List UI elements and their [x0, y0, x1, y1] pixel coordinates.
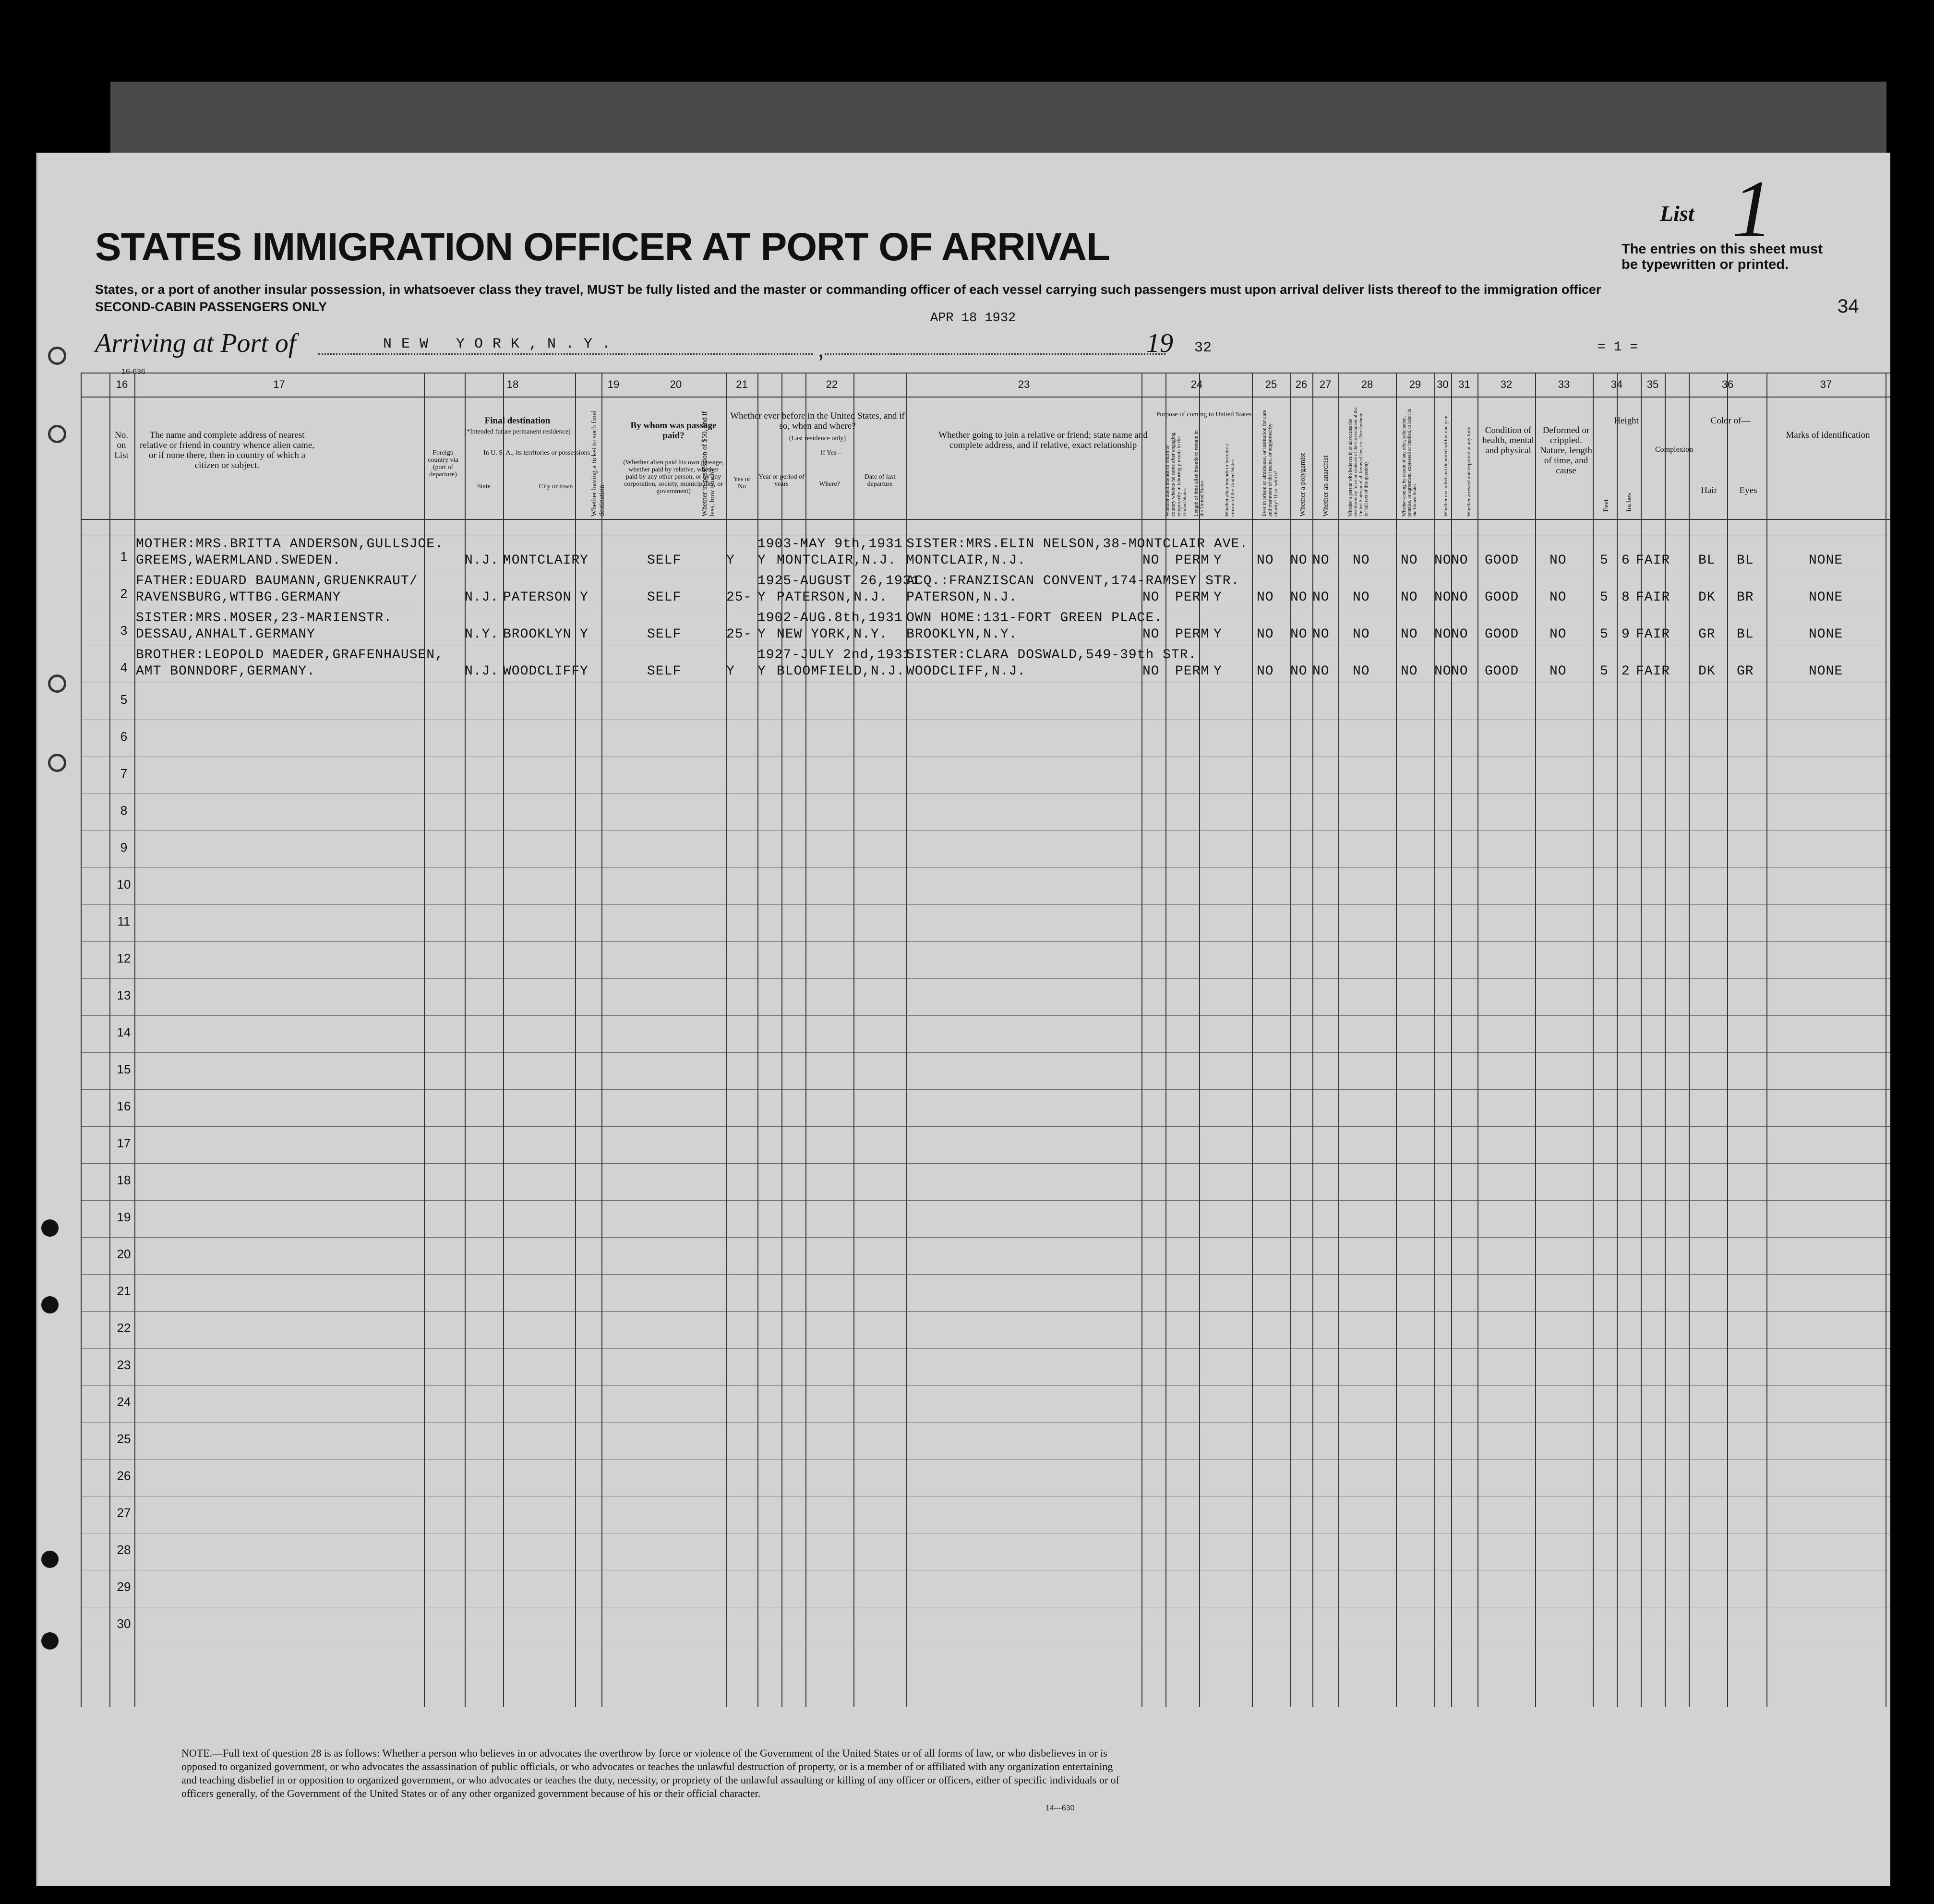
hdr-state: State	[477, 483, 491, 490]
relative-address-line2: GREEMS,WAERMLAND.SWEDEN.	[136, 553, 341, 568]
relative-name-line1: SISTER:MRS.MOSER,23-MARIENSTR.	[136, 611, 393, 626]
row-number: 4	[120, 660, 128, 675]
ticket-answer: Y	[580, 627, 589, 642]
row-rule	[81, 904, 1890, 905]
row-number: 6	[120, 729, 128, 744]
footnote-code: 14—630	[1045, 1804, 1075, 1812]
row-rule	[81, 1385, 1890, 1386]
row-number: 30	[117, 1616, 131, 1631]
hdr-height: Height	[1614, 416, 1639, 426]
complexion: FAIR	[1636, 627, 1670, 642]
hdr-ticket: Whether having a ticket to such final destination	[590, 410, 606, 517]
row-number: 21	[117, 1284, 131, 1298]
question-31-answer: NO	[1451, 664, 1468, 679]
row-number: 15	[117, 1062, 131, 1076]
list-note	[1622, 241, 1823, 272]
column-number: 37	[1820, 378, 1832, 390]
years-period: 1903-MAY 9th,1931	[757, 537, 903, 552]
binder-punch-hole	[41, 1219, 59, 1237]
column-number: 20	[670, 378, 682, 390]
hdr-ever-before-note: (Last residence only)	[789, 435, 846, 442]
prison-answer: NO	[1257, 664, 1274, 679]
question-30-answer: NO	[1434, 664, 1452, 679]
relative-address-line2: RAVENSBURG,WTTBG.GERMANY	[136, 590, 341, 605]
identification-marks: NONE	[1809, 627, 1843, 642]
row-number: 23	[117, 1358, 131, 1372]
column-number: 30	[1437, 378, 1449, 390]
binder-punch-hole	[41, 1632, 59, 1650]
column-number: 18	[506, 378, 519, 390]
join-relative-line1: OWN HOME:131-FORT GREEN PLACE.	[906, 611, 1163, 626]
binder-ring-hole	[48, 347, 66, 365]
height-feet: 5	[1600, 664, 1609, 679]
health-condition: GOOD	[1485, 590, 1519, 605]
column-number: 22	[826, 378, 838, 390]
hdr-color-of: Color of—	[1710, 416, 1751, 426]
eye-color: BL	[1737, 553, 1754, 568]
binder-ring-hole	[48, 425, 66, 443]
purpose-return: NO	[1142, 553, 1160, 568]
row-number: 16	[117, 1099, 131, 1113]
ticket-answer: Y	[580, 553, 589, 568]
hdr-purpose-return: Whether alien intends to return to country whence he came after engaging temporarily in laboring pursuits in the United States	[1165, 433, 1188, 517]
question-31-answer: NO	[1451, 553, 1468, 568]
manifest-table	[81, 373, 1890, 1707]
column-rule	[81, 373, 82, 1707]
column-rule	[1535, 373, 1536, 1707]
hdr-passage-note: (Whether alien paid his own passage, whether paid by relative, whether paid by any other person, or by any corporation, society, municipality, or government)	[623, 459, 724, 495]
destination-state: N.Y.	[465, 627, 499, 642]
row-rule	[81, 1200, 1890, 1201]
question-31-answer: NO	[1451, 590, 1468, 605]
colnum-rule	[81, 397, 1890, 398]
column-rule	[1290, 373, 1291, 1707]
anarchist-answer: NO	[1312, 590, 1330, 605]
prison-answer: NO	[1257, 553, 1274, 568]
binder-punch-hole	[41, 1296, 59, 1314]
hdr-anarchist: Whether an anarchist	[1322, 455, 1330, 517]
hair-color: BL	[1698, 553, 1716, 568]
row-number: 26	[117, 1469, 131, 1483]
anarchist-answer: NO	[1312, 627, 1330, 642]
hdr-purpose-citizen: Whether alien intends to become a citizen of the United States	[1224, 443, 1236, 517]
year-suffix: 32	[1194, 340, 1212, 356]
eye-color: BL	[1737, 627, 1754, 642]
row-rule	[81, 1311, 1890, 1312]
row-number: 7	[120, 766, 128, 781]
column-rule	[1451, 373, 1452, 1707]
relative-address-line2: DESSAU,ANHALT.GERMANY	[136, 627, 315, 642]
hdr-yes-no: Yes or No	[733, 476, 751, 490]
row-number: 24	[117, 1395, 131, 1409]
anarchist-answer: NO	[1312, 553, 1330, 568]
hdr-marks: Marks of identification	[1786, 430, 1870, 440]
comma: ,	[817, 336, 824, 362]
previous-residence: PATERSON,N.J.	[777, 590, 888, 605]
binder-ring-hole	[48, 754, 66, 772]
previous-residence: BLOOMFIELD,N.J.	[777, 664, 905, 679]
deformed-answer: NO	[1550, 590, 1567, 605]
column-rule	[1665, 373, 1666, 1707]
row-rule	[81, 1089, 1890, 1090]
money-possession: Y	[726, 553, 735, 568]
years-period: 1927-JULY 2nd,1931	[757, 648, 912, 663]
hdr-hair: Hair	[1701, 485, 1717, 495]
purpose-citizen: Y	[1213, 664, 1222, 679]
column-rule	[424, 373, 425, 1707]
column-number: 21	[736, 378, 748, 390]
hdr-final-destination-note: (*Intended future permanent residence)	[464, 428, 571, 435]
ticket-answer: Y	[580, 664, 589, 679]
eye-color: GR	[1737, 664, 1754, 679]
complexion: FAIR	[1636, 553, 1670, 568]
column-rule	[1141, 373, 1142, 1707]
column-rule	[1766, 373, 1767, 1707]
polygamist-answer: NO	[1290, 627, 1308, 642]
relative-name-line1: FATHER:EDUARD BAUMANN,GRUENKRAUT/	[136, 574, 418, 589]
row-rule	[81, 1237, 1890, 1238]
port-line	[318, 353, 813, 355]
height-feet: 5	[1600, 590, 1609, 605]
column-number: 25	[1265, 378, 1277, 390]
hdr-final-destination: Final destination	[484, 416, 551, 426]
hair-color: DK	[1698, 590, 1716, 605]
prison-answer: NO	[1257, 627, 1274, 642]
row-rule	[81, 1163, 1890, 1164]
passage-paid-by: SELF	[647, 664, 682, 679]
passage-paid-by: SELF	[647, 553, 682, 568]
date-stamp: APR 18 1932	[930, 311, 1016, 325]
binder-ring-hole	[48, 675, 66, 693]
footnote: NOTE.—Full text of question 28 is as follows: Whether a person who believes in or advocates the overthrow by force or violence of the Government of the United States or of all forms of law, or who disbelieves in or is opposed to organized government, or who advocates the assassination of public officials, or who advocates or teaches the unlawful destruction of property, or is a member of or affiliated with any organization entertaining and teaching disbelief in or opposition to organized government, or who advocates or teaches the duty, necessity, or propriety of the unlawful assaulting or killing of any officer or officers, either of specific individuals or of officers generally, of the Government of the United States or of any other organized government because of his or their official character.	[181, 1747, 1119, 1799]
column-number: 24	[1190, 378, 1203, 390]
page-title: STATES IMMIGRATION OFFICER AT PORT OF ARRIVAL	[95, 225, 1110, 269]
question-30-answer: NO	[1434, 553, 1452, 568]
join-relative-line2: WOODCLIFF,N.J.	[906, 664, 1026, 679]
row-number: 19	[117, 1210, 131, 1224]
polygamist-answer: NO	[1290, 664, 1308, 679]
join-relative-line1: SISTER:CLARA DOSWALD,549-39th STR.	[906, 648, 1197, 663]
question-28-answer: NO	[1353, 664, 1370, 679]
column-rule	[1617, 373, 1618, 1707]
purpose-citizen: Y	[1213, 627, 1222, 642]
column-number: 16	[116, 378, 128, 390]
row-number: 10	[117, 877, 131, 892]
column-rule	[1312, 373, 1313, 1707]
column-number: 36	[1721, 378, 1734, 390]
row-number: 29	[117, 1579, 131, 1594]
column-number: 27	[1319, 378, 1332, 390]
row-number: 3	[120, 623, 128, 638]
health-condition: GOOD	[1485, 664, 1519, 679]
column-rule	[1165, 373, 1166, 1707]
row-rule	[81, 1348, 1890, 1349]
row-number: 18	[117, 1173, 131, 1187]
column-rule	[1434, 373, 1435, 1707]
column-number: 32	[1500, 378, 1513, 390]
question-28-answer: NO	[1353, 590, 1370, 605]
hair-color: DK	[1698, 664, 1716, 679]
relative-name-line1: MOTHER:MRS.BRITTA ANDERSON,GULLSJOE.	[136, 537, 444, 552]
hdr-ever-before: Whether ever before in the United States, and if so, when and where?	[730, 411, 905, 431]
hdr-last-departure: Date of last departure	[864, 473, 896, 488]
column-rule	[1641, 373, 1642, 1707]
health-condition: GOOD	[1485, 553, 1519, 568]
hdr-foreign-country: Foreign country via (port of departure)	[428, 449, 458, 478]
purpose-citizen: Y	[1213, 553, 1222, 568]
list-label: List	[1660, 201, 1694, 226]
row-number: 28	[117, 1542, 131, 1557]
hdr-question-28: Whether a person who believes in or advocates the overthrow by force or violence of the Government of the United States or of all forms of law, etc. (See footnote for full text of this question)	[1348, 407, 1369, 517]
row-number: 25	[117, 1432, 131, 1446]
hdr-purpose: Purpose of coming to United States	[1156, 411, 1252, 418]
identification-marks: NONE	[1809, 590, 1843, 605]
destination-state: N.J.	[465, 553, 499, 568]
header-top-rule	[81, 373, 1890, 374]
column-rule	[906, 373, 907, 1707]
hdr-deformed: Deformed or crippled. Nature, length of time, and cause	[1540, 425, 1592, 476]
purpose-length: PERM	[1175, 590, 1210, 605]
purpose-return: NO	[1142, 627, 1160, 642]
sheet-mark: = 1 =	[1598, 340, 1638, 355]
purpose-return: NO	[1142, 664, 1160, 679]
complexion: FAIR	[1636, 590, 1670, 605]
column-number: 19	[607, 378, 620, 390]
question-31-answer: NO	[1451, 627, 1468, 642]
hdr-polygamist: Whether a polygamist	[1299, 453, 1307, 517]
height-inches: 2	[1622, 664, 1630, 679]
column-number: 23	[1018, 378, 1030, 390]
polygamist-answer: NO	[1290, 553, 1308, 568]
year-prefix: 19	[1146, 328, 1173, 358]
row-rule	[81, 1015, 1890, 1016]
column-rule	[805, 373, 806, 1707]
row-rule	[81, 941, 1890, 942]
subtitle: States, or a port of another insular possession, in whatsoever class they travel, MUST be fully listed and the master or commanding officer of each vessel carrying such passengers must upon arrival deliver lists thereof to the immigration officer	[95, 282, 1601, 297]
years-period: 1925-AUGUST 26,1931	[757, 574, 920, 589]
column-rule	[726, 373, 727, 1707]
column-rule	[465, 373, 466, 1707]
money-possession: 25-	[726, 590, 752, 605]
row-number: 1	[120, 549, 128, 564]
row-number: 13	[117, 988, 131, 1002]
ever-before-answer: Y	[757, 627, 766, 642]
port-value: NEW YORK,N.Y.	[383, 336, 621, 352]
column-rule	[1252, 373, 1253, 1707]
form-code: 16-636	[121, 368, 145, 376]
height-inches: 8	[1622, 590, 1630, 605]
hdr-complexion: Complexion	[1655, 446, 1694, 454]
hdr-going-to-join: Whether going to join a relative or friend; state name and complete address, and if relative, exact relationship	[938, 430, 1148, 450]
column-rule	[853, 373, 854, 1707]
column-rule	[1727, 373, 1728, 1707]
header-bottom-rule	[81, 519, 1890, 520]
years-period: 1902-AUG.8th,1931	[757, 611, 903, 626]
row-number: 14	[117, 1025, 131, 1039]
complexion: FAIR	[1636, 664, 1670, 679]
question-28-answer: NO	[1353, 627, 1370, 642]
anarchist-answer: NO	[1312, 664, 1330, 679]
destination-city: MONTCLAIR	[503, 553, 580, 568]
destination-state: N.J.	[465, 590, 499, 605]
ever-before-answer: Y	[757, 553, 766, 568]
row-number: 22	[117, 1321, 131, 1335]
hair-color: GR	[1698, 627, 1716, 642]
hdr-inches: Inches	[1625, 493, 1633, 512]
column-number: 17	[273, 378, 285, 390]
row-number: 5	[120, 692, 128, 707]
row-number: 8	[120, 803, 128, 818]
column-rule	[1396, 373, 1397, 1707]
row-rule	[81, 1052, 1890, 1053]
hdr-eyes: Eyes	[1739, 485, 1757, 495]
question-30-answer: NO	[1434, 627, 1452, 642]
column-number: 28	[1361, 378, 1373, 390]
row-number: 11	[117, 914, 131, 928]
row-number: 9	[120, 840, 128, 855]
join-relative-line1: SISTER:MRS.ELIN NELSON,38-MONTCLAIR AVE.	[906, 537, 1249, 552]
hdr-question-31: Whether arrested and deported at any time	[1466, 427, 1472, 517]
hdr-feet: Feet	[1602, 499, 1610, 512]
question-29-answer: NO	[1401, 553, 1418, 568]
purpose-length: PERM	[1175, 627, 1210, 642]
row-number: 27	[117, 1506, 131, 1520]
join-relative-line1: ACQ.:FRANZISCAN CONVENT,174-RAMSEY STR.	[906, 574, 1240, 589]
row-number: 20	[117, 1247, 131, 1261]
hdr-question-30: Whether excluded and deported within one year	[1443, 415, 1449, 517]
destination-state: N.J.	[465, 664, 499, 679]
relative-address-line2: AMT BONNDORF,GERMANY.	[136, 664, 315, 679]
column-rule	[1338, 373, 1339, 1707]
destination-city: BROOKLYN	[503, 627, 572, 642]
height-inches: 6	[1622, 553, 1630, 568]
destination-city: WOODCLIFF	[503, 664, 580, 679]
row-number: 2	[120, 586, 128, 601]
hdr-fifty-dollars: Whether in possession of $50, and if less, how much?	[701, 411, 716, 517]
hdr-where: Where?	[819, 481, 840, 488]
purpose-return: NO	[1142, 590, 1160, 605]
purpose-length: PERM	[1175, 664, 1210, 679]
hdr-purpose-length: Length of time alien intends to remain in the United States	[1193, 430, 1205, 517]
column-rule	[1689, 373, 1690, 1707]
column-rule	[575, 373, 576, 1707]
relative-name-line1: BROTHER:LEOPOLD MAEDER,GRAFENHAUSEN,	[136, 648, 444, 663]
column-rule	[1199, 373, 1200, 1707]
join-relative-line2: PATERSON,N.J.	[906, 590, 1018, 605]
hdr-no-on-list: No. on List	[114, 430, 129, 460]
deformed-answer: NO	[1550, 664, 1567, 679]
hdr-city: City or town	[539, 483, 573, 490]
height-feet: 5	[1600, 553, 1609, 568]
column-number: 34	[1610, 378, 1623, 390]
row-rule	[81, 1126, 1890, 1127]
question-29-answer: NO	[1401, 627, 1418, 642]
hdr-health: Condition of health, mental and physical	[1482, 425, 1534, 456]
subtitle-class: SECOND-CABIN PASSENGERS ONLY	[95, 300, 327, 314]
hdr-relative: The name and complete address of nearest relative or friend in country whence alien came, or if none there, then in country of which a citizen or subject.	[140, 430, 314, 470]
identification-marks: NONE	[1809, 553, 1843, 568]
page-number: 34	[1838, 296, 1859, 317]
column-rule	[757, 373, 758, 1707]
hdr-prison: Ever in prison or almshouse, or institution for care and treatment of the insane, or supported by charity? If so, which?	[1261, 410, 1279, 517]
hdr-passage-paid: By whom was passage paid?	[630, 421, 717, 441]
question-29-answer: NO	[1401, 664, 1418, 679]
identification-marks: NONE	[1809, 664, 1843, 679]
row-number: 12	[117, 951, 131, 965]
money-possession: Y	[726, 664, 735, 679]
column-rule	[503, 373, 504, 1707]
height-feet: 5	[1600, 627, 1609, 642]
ticket-answer: Y	[580, 590, 589, 605]
previous-residence: NEW YORK,N.Y.	[777, 627, 888, 642]
row-number: 17	[117, 1136, 131, 1150]
purpose-citizen: Y	[1213, 590, 1222, 605]
passage-paid-by: SELF	[647, 627, 682, 642]
row-rule	[81, 978, 1890, 979]
polygamist-answer: NO	[1290, 590, 1308, 605]
previous-residence: MONTCLAIR,N.J.	[777, 553, 897, 568]
hdr-if-yes: If Yes—	[820, 449, 843, 457]
join-relative-line2: MONTCLAIR,N.J.	[906, 553, 1026, 568]
question-28-answer: NO	[1353, 553, 1370, 568]
hdr-year-period: Year or period of years	[758, 473, 805, 488]
column-number: 31	[1458, 378, 1470, 390]
date-line	[825, 353, 1165, 355]
join-relative-line2: BROOKLYN,N.Y.	[906, 627, 1018, 642]
hdr-question-29: Whether coming by reason of any offer, solicitation, promise, or agreement, expressed or implied, to labor in the United States	[1402, 409, 1417, 517]
list-number: 1	[1732, 164, 1773, 254]
column-rule	[781, 373, 782, 1707]
question-29-answer: NO	[1401, 590, 1418, 605]
purpose-length: PERM	[1175, 553, 1210, 568]
question-30-answer: NO	[1434, 590, 1452, 605]
money-possession: 25-	[726, 627, 752, 642]
health-condition: GOOD	[1485, 627, 1519, 642]
list-note-line2: be typewritten or printed.	[1622, 257, 1789, 272]
column-number: 33	[1558, 378, 1570, 390]
passage-paid-by: SELF	[647, 590, 682, 605]
column-rule	[1593, 373, 1594, 1707]
column-number: 29	[1409, 378, 1421, 390]
eye-color: BR	[1737, 590, 1754, 605]
list-note-line1: The entries on this sheet must	[1622, 241, 1823, 257]
ever-before-answer: Y	[757, 664, 766, 679]
deformed-answer: NO	[1550, 627, 1567, 642]
destination-city: PATERSON	[503, 590, 572, 605]
hdr-in-usa: In U. S. A., its territories or possessions	[483, 449, 590, 457]
prison-answer: NO	[1257, 590, 1274, 605]
height-inches: 9	[1622, 627, 1630, 642]
arriving-label: Arriving at Port of	[95, 328, 296, 358]
manifest-sheet	[36, 153, 1890, 1886]
column-number: 26	[1295, 378, 1308, 390]
ever-before-answer: Y	[757, 590, 766, 605]
row-rule	[81, 1274, 1890, 1275]
binder-punch-hole	[41, 1551, 59, 1568]
column-rule	[601, 373, 602, 1707]
column-number: 35	[1646, 378, 1659, 390]
deformed-answer: NO	[1550, 553, 1567, 568]
